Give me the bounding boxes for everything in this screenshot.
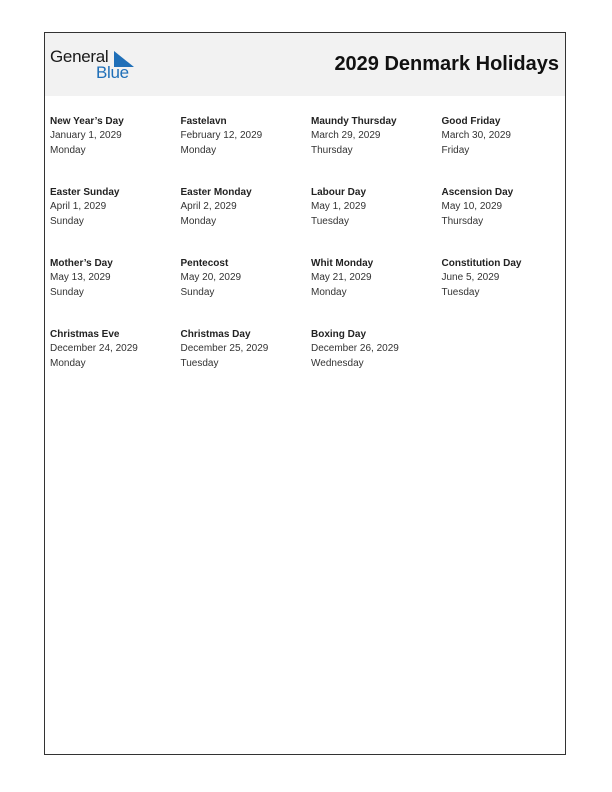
- holiday-date: February 12, 2029: [180, 130, 263, 142]
- holiday-grid: [50, 115, 570, 399]
- holiday-item: [311, 328, 442, 399]
- holiday-date: May 20, 2029: [180, 272, 242, 284]
- holiday-name: Good Friday: [441, 116, 501, 127]
- holiday-weekday: Sunday: [50, 286, 84, 298]
- holiday-item: [50, 257, 181, 328]
- logo-blue-text: Blue: [96, 63, 129, 82]
- holiday-date: May 10, 2029: [441, 201, 503, 213]
- holiday-name: Maundy Thursday: [311, 116, 397, 127]
- holiday-name: Mother’s Day: [50, 258, 113, 269]
- holiday-item: [311, 186, 442, 257]
- holiday-date: December 25, 2029: [180, 343, 269, 355]
- holiday-weekday: Monday: [180, 144, 217, 156]
- holiday-item: [442, 257, 571, 328]
- holiday-date: May 21, 2029: [311, 272, 372, 284]
- holiday-name: New Year’s Day: [50, 116, 124, 127]
- holiday-weekday: Tuesday: [441, 286, 480, 298]
- holiday-date: December 26, 2029: [311, 343, 399, 355]
- holiday-item: [181, 186, 312, 257]
- holiday-weekday: Thursday: [441, 215, 484, 227]
- page-frame: [44, 32, 566, 755]
- holiday-item: [181, 328, 312, 399]
- holiday-weekday: Thursday: [311, 144, 353, 156]
- holiday-date: January 1, 2029: [50, 130, 122, 142]
- holiday-weekday: Sunday: [50, 215, 84, 227]
- holiday-name: Labour Day: [311, 187, 367, 198]
- holiday-date: April 1, 2029: [50, 201, 107, 213]
- holiday-weekday: Tuesday: [311, 215, 349, 227]
- holiday-name: Boxing Day: [311, 329, 367, 340]
- holiday-name: Christmas Eve: [50, 329, 120, 340]
- holiday-item: [311, 115, 442, 186]
- holiday-weekday: Monday: [50, 144, 86, 156]
- holiday-item: [442, 186, 571, 257]
- holiday-name: Easter Sunday: [50, 187, 120, 198]
- holiday-weekday: Monday: [180, 215, 217, 227]
- holiday-weekday: Friday: [441, 144, 470, 156]
- holiday-item: [311, 257, 442, 328]
- holiday-date: May 1, 2029: [311, 201, 367, 213]
- holiday-name: Christmas Day: [180, 329, 251, 340]
- holiday-date: April 2, 2029: [180, 201, 237, 213]
- header-band: [45, 33, 565, 96]
- holiday-weekday: Wednesday: [311, 357, 364, 369]
- page-title: 2029 Denmark Holidays: [334, 53, 559, 75]
- holiday-date: May 13, 2029: [50, 272, 111, 284]
- logo-general-text: General: [50, 47, 109, 66]
- holiday-item: [50, 328, 181, 399]
- holiday-name: Fastelavn: [180, 116, 227, 127]
- holiday-name: Easter Monday: [180, 187, 252, 198]
- holiday-name: Pentecost: [180, 258, 229, 269]
- holiday-date: March 30, 2029: [441, 130, 511, 142]
- holiday-date: June 5, 2029: [441, 272, 500, 284]
- holiday-name: Constitution Day: [441, 258, 522, 269]
- holiday-weekday: Monday: [50, 357, 86, 369]
- holiday-item: [181, 257, 312, 328]
- holiday-item: [442, 115, 571, 186]
- holiday-item: [50, 115, 181, 186]
- holiday-name: Ascension Day: [441, 187, 514, 198]
- holiday-name: Whit Monday: [311, 258, 374, 269]
- holiday-weekday: Sunday: [180, 286, 215, 298]
- holiday-item: [181, 115, 312, 186]
- holiday-weekday: Tuesday: [180, 357, 219, 369]
- logo: [50, 47, 140, 83]
- holiday-weekday: Monday: [311, 286, 347, 298]
- holiday-date: December 24, 2029: [50, 343, 138, 355]
- holiday-item: [50, 186, 181, 257]
- holiday-date: March 29, 2029: [311, 130, 381, 142]
